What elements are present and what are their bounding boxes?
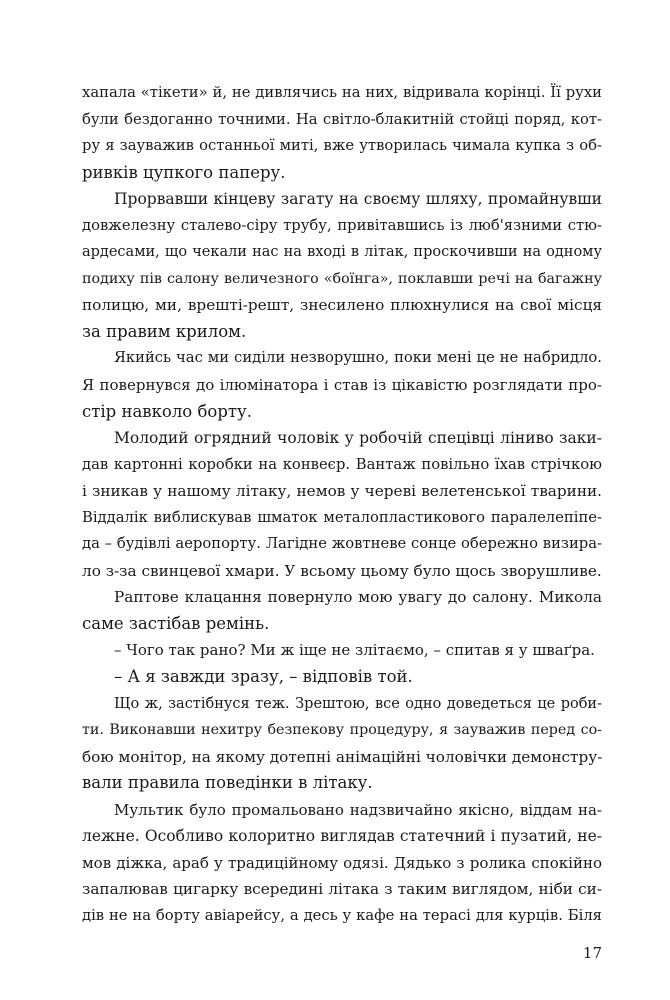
text-line: довжелезну сталево-сіру трубу, привітавшись із люб'язними стю- bbox=[82, 216, 602, 234]
text-line: Прорвавши кінцеву загату на своєму шляху, промайнувши bbox=[114, 190, 602, 209]
text-line: подиху пів салону величезного «боїнга», поклавши речі на багажну bbox=[82, 270, 602, 287]
text-line: ривків цупкого паперу. bbox=[82, 162, 286, 182]
text-line: стір навколо борту. bbox=[82, 401, 252, 421]
text-line: лежне. Особливо колоритно виглядав статечний і пузатий, не- bbox=[82, 827, 602, 846]
text-line: Віддалік виблискував шматок металопластикового паралелепіпе- bbox=[82, 508, 602, 526]
text-line: бою монітор, на якому дотепні анімаційні чоловічки демонстру- bbox=[82, 747, 603, 766]
text-line: полицю, ми, врешті-решт, знесилено плюхнулися на свої місця bbox=[82, 296, 602, 315]
text-line: були бездоганно точними. На світло-блакитній стойці поряд, кот- bbox=[82, 110, 602, 128]
text-line: Що ж, застібнуся теж. Зрештою, все одно доведеться це роби- bbox=[114, 695, 602, 712]
text-line: Мультик було промальовано надзвичайно якісно, віддам на- bbox=[114, 800, 602, 819]
text-line: ардесами, що чекали нас на вході в літак, проскочивши на одному bbox=[82, 244, 602, 261]
text-line: Я повернувся до ілюмінатора і став із цікавістю розглядати про- bbox=[82, 376, 602, 395]
text-line: саме застібав ремінь. bbox=[82, 613, 270, 633]
text-line: да – будівлі аеропорту. Лагідне жовтневе сонце обережно визира- bbox=[82, 535, 602, 553]
text-line: ти. Виконавши нехитру безпекову процедуру, я зауважив перед со- bbox=[82, 722, 602, 739]
text-line: Якийсь час ми сиділи незворушно, поки мені це не набридло. bbox=[114, 349, 602, 367]
text-line: мов діжка, араб у традиційному одязі. Дядько з ролика спокійно bbox=[82, 853, 602, 872]
text-line: хапала «тікети» й, не дивлячись на них, відривала корінці. Її рухи bbox=[82, 84, 602, 101]
text-line: і зникав у нашому літаку, немов у череві велетенської тварини. bbox=[82, 482, 602, 501]
page-number: 17 bbox=[582, 944, 602, 962]
text-line: Раптове клацання повернуло мою увагу до салону. Микола bbox=[114, 588, 602, 607]
text-line: ру я зауважив останньої миті, вже утворилась чимала купка з об- bbox=[82, 137, 602, 155]
text-line: ло з-за свинцевої хмари. У всьому цьому було щось зворушливе. bbox=[82, 561, 602, 580]
text-line: вали правила поведінки в літаку. bbox=[82, 773, 373, 793]
text-line: дів не на борту авіарейсу, а десь у кафе на терасі для курців. Біля bbox=[82, 906, 602, 924]
text-line: дав картонні коробки на конвеєр. Вантаж повільно їхав стрічкою bbox=[82, 455, 602, 473]
text-line: за правим крилом. bbox=[82, 321, 247, 341]
text-line: – А я завжди зразу, – відповів той. bbox=[114, 667, 413, 687]
text-line: – Чого так рано? Ми ж іще не злітаємо, – спитав я у шваґра. bbox=[114, 641, 595, 660]
text-line: Молодий огрядний чоловік у робочій спецівці ліниво заки- bbox=[114, 429, 602, 448]
body-text bbox=[82, 80, 602, 930]
text-line: запалював цигарку всередині літака з таким виглядом, ніби си- bbox=[82, 880, 602, 899]
